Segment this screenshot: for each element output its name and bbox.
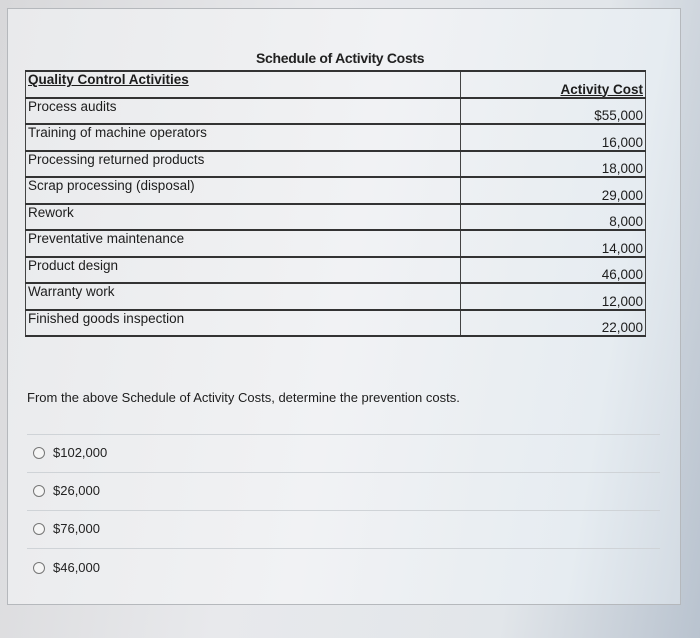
answer-option[interactable]	[33, 483, 100, 498]
activity-cost: 22,000	[601, 320, 643, 335]
schedule-title: Schedule of Activity Costs	[256, 50, 425, 66]
answer-option[interactable]	[33, 521, 100, 536]
table-row	[26, 310, 646, 337]
activity-cost: 46,000	[601, 267, 643, 282]
radio-button[interactable]	[33, 485, 45, 497]
option-label: $26,000	[53, 483, 100, 498]
radio-button[interactable]	[33, 562, 45, 574]
table-row	[26, 177, 646, 204]
activity-cost: $55,000	[594, 108, 643, 123]
table-row	[26, 230, 646, 257]
activity-cost: 16,000	[601, 134, 643, 150]
table-row	[26, 257, 646, 284]
activity-cost: 14,000	[601, 240, 643, 256]
divider	[27, 472, 660, 473]
divider	[27, 510, 660, 511]
activity-name: Training of machine operators	[28, 125, 207, 140]
table-row	[26, 151, 646, 178]
activity-name: Scrap processing (disposal)	[28, 178, 195, 193]
option-label: $102,000	[53, 445, 108, 460]
header-cost: Activity Cost	[560, 81, 643, 97]
activity-name: Product design	[28, 257, 119, 273]
activity-name: Process audits	[28, 98, 117, 114]
answer-option[interactable]	[33, 560, 100, 575]
table-row	[26, 98, 646, 125]
activity-cost: 8,000	[609, 214, 643, 229]
activity-cost: 12,000	[601, 293, 643, 309]
table-row	[26, 204, 646, 231]
question-text: From the above Schedule of Activity Costs, determine the prevention costs.	[27, 390, 460, 405]
activity-name: Preventative maintenance	[28, 231, 185, 246]
activity-cost: 18,000	[601, 161, 643, 176]
radio-button[interactable]	[33, 447, 45, 459]
activity-cost: 29,000	[601, 187, 643, 203]
option-label: $76,000	[53, 521, 100, 536]
answer-option[interactable]	[33, 445, 107, 460]
table-row	[26, 124, 646, 151]
option-label: $46,000	[53, 560, 100, 575]
activity-name: Processing returned products	[28, 151, 205, 167]
activity-name: Finished goods inspection	[28, 310, 185, 326]
activity-cost-table	[25, 70, 646, 337]
activity-name: Rework	[28, 204, 74, 220]
table-header-row	[26, 71, 646, 98]
radio-button[interactable]	[33, 523, 45, 535]
table-row	[26, 283, 646, 310]
divider	[27, 434, 660, 435]
activity-name: Warranty work	[28, 284, 115, 299]
header-activities: Quality Control Activities	[28, 72, 189, 87]
divider	[27, 548, 660, 549]
